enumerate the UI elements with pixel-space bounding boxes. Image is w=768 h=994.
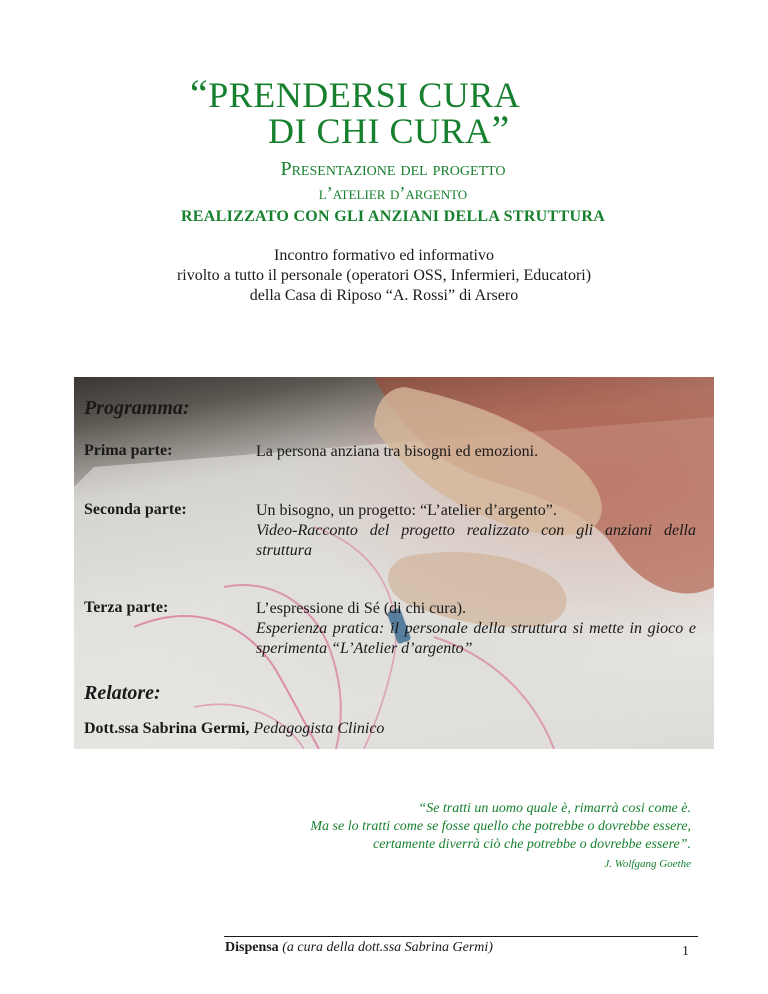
- title-line-1: “PRENDERSI CURA: [190, 71, 521, 116]
- intro-line-2: rivolto a tutto il personale (operatori OSS, Infermieri, Educatori): [176, 267, 592, 284]
- part-1-label: Prima parte:: [84, 442, 173, 459]
- program-heading: Programma:: [84, 397, 190, 419]
- intro-line-3: della Casa di Riposo “A. Rossi” di Arsero: [249, 287, 519, 304]
- part-1-title: La persona anziana tra bisogni ed emozioni.: [256, 443, 539, 460]
- part-2-title: Un bisogno, un progetto: “L’atelier d’argento”.: [256, 502, 557, 519]
- footer-label: Dispensa: [225, 940, 279, 955]
- drawing-hand-photo: [74, 377, 714, 749]
- part-2-text: [256, 501, 696, 561]
- quote-author: J. Wolfgang Goethe: [604, 858, 691, 870]
- part-3-title: L’espressione di Sé (di chi cura).: [256, 600, 467, 617]
- page-number: 1: [682, 944, 689, 959]
- subtitle-line-1: Presentazione del progetto: [280, 158, 506, 180]
- quote-line-2: Ma se lo tratti come se fosse quello che potrebbe o dovrebbe essere,: [310, 819, 691, 834]
- quote-line-1: “Se tratti un uomo quale è, rimarrà cosi come è.: [418, 801, 691, 816]
- part-3-label: Terza parte:: [84, 599, 169, 616]
- part-2-label: Seconda parte:: [84, 501, 187, 518]
- speaker-heading: Relatore:: [84, 682, 161, 704]
- speaker-name: Dott.ssa Sabrina Germi,: [84, 720, 250, 737]
- footer-divider: [224, 936, 698, 937]
- subtitle-line-2: l’atelier d’argento: [318, 183, 468, 203]
- intro-line-1: Incontro formativo ed informativo: [274, 247, 494, 264]
- footer-text: [225, 940, 493, 956]
- speaker-role: Pedagogista Clinico: [253, 720, 385, 737]
- goethe-quote: [310, 800, 691, 873]
- part-3-text: [256, 599, 696, 659]
- title-line-2: DI CHI CURA”: [268, 107, 510, 152]
- part-2-detail: Video-Racconto del progetto realizzato con gli anziani della struttura: [256, 522, 696, 559]
- part-3-detail: Esperienza pratica: il personale della struttura si mette in gioco e sperimenta “L’Atelier d’argento”: [256, 620, 696, 657]
- subtitle-line-3: REALIZZATO CON GLI ANZIANI DELLA STRUTTURA: [180, 208, 606, 225]
- quote-line-3: certamente diverrà ciò che potrebbe o dovrebbe essere”.: [372, 837, 691, 852]
- footer-note: (a cura della dott.ssa Sabrina Germi): [282, 940, 493, 955]
- speaker-line: [84, 720, 384, 738]
- part-1-text: [256, 442, 696, 462]
- program-panel: [74, 377, 714, 749]
- intro-text: [0, 246, 768, 306]
